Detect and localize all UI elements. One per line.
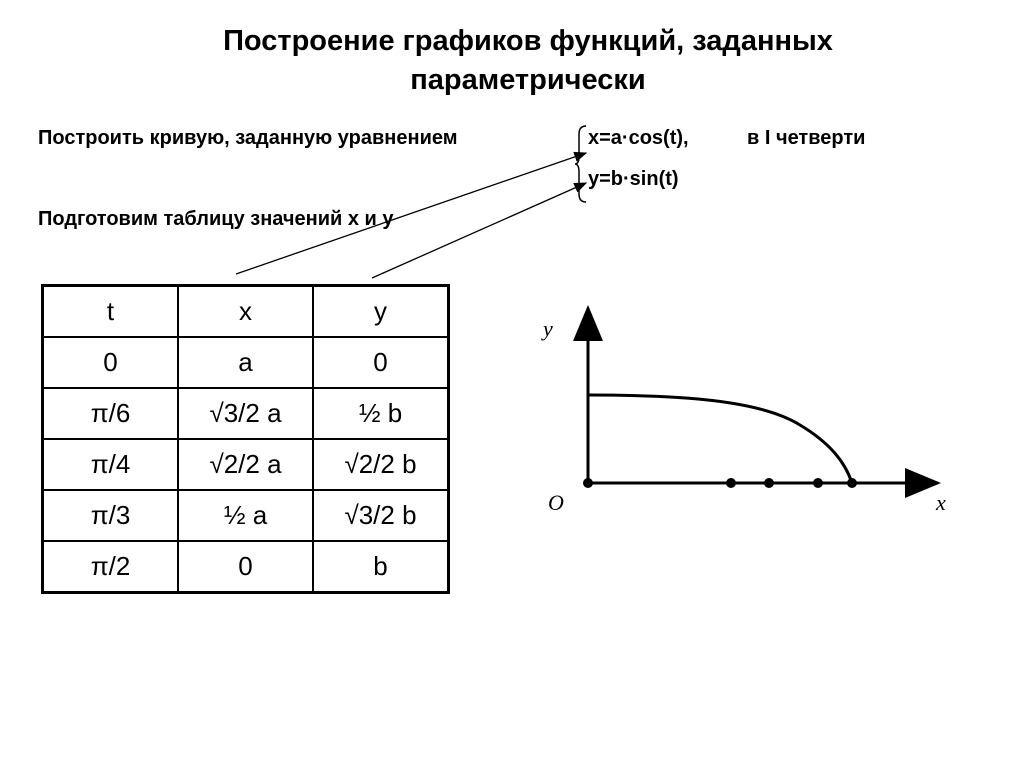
- header-t: t: [43, 286, 179, 338]
- cell-t: 0: [43, 337, 179, 388]
- slide-title-line2: параметрически: [410, 64, 646, 96]
- equation-y: y=b·sin(t): [588, 168, 679, 190]
- cell-x: 0: [178, 541, 313, 593]
- quarter-note: в I четверти: [747, 127, 866, 149]
- header-x: x: [178, 286, 313, 338]
- cell-y: ½ b: [313, 388, 449, 439]
- cell-t: π/4: [43, 439, 179, 490]
- point-x-a: [847, 478, 857, 488]
- ellipse-arc: [588, 395, 852, 483]
- cell-y: √3/2 b: [313, 490, 449, 541]
- cell-x: √2/2 a: [178, 439, 313, 490]
- x-axis-label: x: [936, 490, 946, 515]
- cell-t: π/3: [43, 490, 179, 541]
- header-y: y: [313, 286, 449, 338]
- cell-x: ½ a: [178, 490, 313, 541]
- cell-x: √3/2 a: [178, 388, 313, 439]
- cell-t: π/2: [43, 541, 179, 593]
- point-x-pi3: [726, 478, 736, 488]
- cell-y: 0: [313, 337, 449, 388]
- task-statement: Построить кривую, заданную уравнением: [38, 127, 458, 149]
- prep-statement: Подготовим таблицу значений x и y: [38, 208, 394, 230]
- equation-x: x=a·cos(t),: [588, 127, 689, 149]
- cell-y: √2/2 b: [313, 439, 449, 490]
- point-origin: [583, 478, 593, 488]
- slide-title-line1: Построение графиков функций, заданных: [223, 25, 833, 57]
- cell-t: π/6: [43, 388, 179, 439]
- cell-x: a: [178, 337, 313, 388]
- y-axis-label: y: [543, 316, 553, 341]
- point-x-pi6: [813, 478, 823, 488]
- origin-label: O: [548, 490, 564, 515]
- point-x-pi4: [764, 478, 774, 488]
- cell-y: b: [313, 541, 449, 593]
